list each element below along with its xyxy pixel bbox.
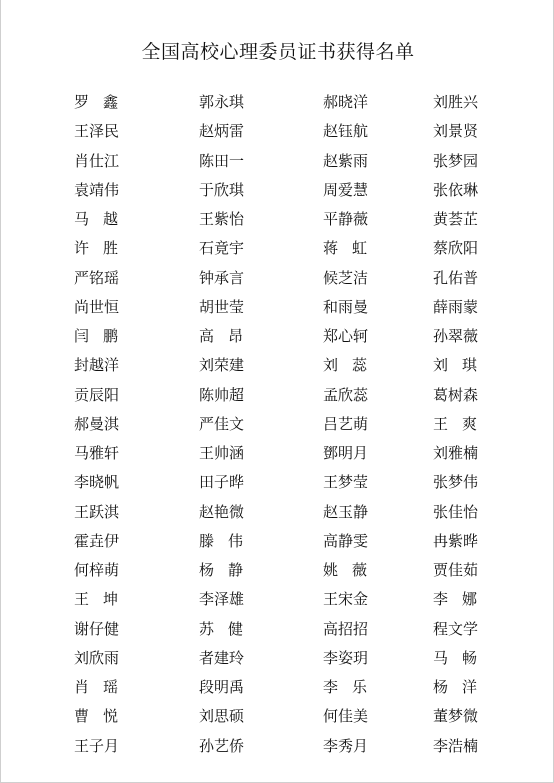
name-entry: 张梦园 <box>433 152 479 170</box>
name-entry: 高招招 <box>323 620 369 638</box>
name-entry: 霍垚伊 <box>74 532 120 550</box>
name-entry: 滕伟 <box>199 532 258 550</box>
name-entry: 赵玉静 <box>323 503 369 521</box>
name-entry: 段明禹 <box>199 678 245 696</box>
name-entry: 石竟宇 <box>199 239 245 257</box>
name-entry: 郑心轲 <box>323 327 369 345</box>
name-entry: 刘蕊 <box>323 356 382 374</box>
name-entry: 王紫怡 <box>199 210 245 228</box>
name-entry: 张依琳 <box>433 181 479 199</box>
name-entry: 葛树森 <box>433 386 479 404</box>
name-entry: 孙艺侨 <box>199 737 245 755</box>
name-entry: 高静雯 <box>323 532 369 550</box>
name-entry: 李浩楠 <box>433 737 479 755</box>
name-entry: 刘欣雨 <box>74 649 120 667</box>
name-entry: 许胜 <box>74 239 133 257</box>
name-entry: 贡辰阳 <box>74 386 120 404</box>
name-entry: 李娜 <box>433 590 492 608</box>
name-entry: 郝晓洋 <box>323 93 369 111</box>
name-entry: 尚世恒 <box>74 298 120 316</box>
name-entry: 赵炳雷 <box>199 122 245 140</box>
name-entry: 王子月 <box>74 737 120 755</box>
name-entry: 姚薇 <box>323 561 382 579</box>
name-entry: 鄧明月 <box>323 444 369 462</box>
name-entry: 闫鹏 <box>74 327 133 345</box>
name-entry: 周爱慧 <box>323 181 369 199</box>
name-entry: 刘雅楠 <box>433 444 479 462</box>
name-entry: 王爽 <box>433 415 492 433</box>
name-entry: 马畅 <box>433 649 492 667</box>
name-entry: 张梦伟 <box>433 473 479 491</box>
name-entry: 肖仕江 <box>74 152 120 170</box>
name-entry: 刘荣建 <box>199 356 245 374</box>
name-entry: 高昂 <box>199 327 258 345</box>
name-entry: 李姿玥 <box>323 649 369 667</box>
name-entry: 何佳美 <box>323 707 369 725</box>
name-entry: 封越洋 <box>74 356 120 374</box>
name-entry: 王坤 <box>74 590 133 608</box>
name-entry: 肖瑶 <box>74 678 133 696</box>
name-entry: 王泽民 <box>74 122 120 140</box>
name-entry: 马越 <box>74 210 133 228</box>
name-entry: 候芝洁 <box>323 269 369 287</box>
name-entry: 薛雨蒙 <box>433 298 479 316</box>
name-entry: 董梦微 <box>433 707 479 725</box>
name-entry: 何梓萌 <box>74 561 120 579</box>
name-entry: 刘景贤 <box>433 122 479 140</box>
name-entry: 和雨曼 <box>323 298 369 316</box>
name-entry: 王梦莹 <box>323 473 369 491</box>
name-entry: 李秀月 <box>323 737 369 755</box>
name-entry: 钟承言 <box>199 269 245 287</box>
name-entry: 贾佳茹 <box>433 561 479 579</box>
name-entry: 王跃淇 <box>74 503 120 521</box>
name-entry: 程文学 <box>433 620 479 638</box>
name-entry: 李泽雄 <box>199 590 245 608</box>
name-entry: 赵艳微 <box>199 503 245 521</box>
name-entry: 刘琪 <box>433 356 492 374</box>
name-entry: 李晓帆 <box>74 473 120 491</box>
name-entry: 蒋虹 <box>323 239 382 257</box>
name-entry: 谢仔健 <box>74 620 120 638</box>
name-entry: 王宋金 <box>323 590 369 608</box>
name-entry: 杨静 <box>199 561 258 579</box>
name-entry: 李乐 <box>323 678 382 696</box>
name-entry: 赵紫雨 <box>323 152 369 170</box>
name-entry: 胡世莹 <box>199 298 245 316</box>
name-list <box>1 92 554 764</box>
name-entry: 王帅涵 <box>199 444 245 462</box>
name-entry: 于欣琪 <box>199 181 245 199</box>
name-entry: 吕艺萌 <box>323 415 369 433</box>
name-entry: 严佳文 <box>199 415 245 433</box>
name-entry: 郝曼淇 <box>74 415 120 433</box>
name-entry: 罗鑫 <box>74 93 133 111</box>
document-title: 全国高校心理委员证书获得名单 <box>141 41 415 63</box>
name-entry: 孟欣蕊 <box>323 386 369 404</box>
name-entry: 郭永琪 <box>199 93 245 111</box>
name-entry: 田子晔 <box>199 473 245 491</box>
name-entry: 苏健 <box>199 620 258 638</box>
name-entry: 赵钰航 <box>323 122 369 140</box>
name-entry: 冉紫晔 <box>433 532 479 550</box>
name-entry: 孔佑普 <box>433 269 479 287</box>
name-entry: 刘胜兴 <box>433 93 479 111</box>
name-entry: 平静薇 <box>323 210 369 228</box>
name-entry: 张佳怡 <box>433 503 479 521</box>
name-entry: 蔡欣阳 <box>433 239 479 257</box>
name-entry: 曹悦 <box>74 707 133 725</box>
name-entry: 孙翠薇 <box>433 327 479 345</box>
name-entry: 陈田一 <box>199 152 245 170</box>
name-entry: 严铭瑶 <box>74 269 120 287</box>
name-entry: 袁靖伟 <box>74 181 120 199</box>
name-entry: 者建玲 <box>199 649 245 667</box>
name-entry: 陈帅超 <box>199 386 245 404</box>
name-entry: 杨洋 <box>433 678 492 696</box>
name-entry: 黄荟芷 <box>433 210 479 228</box>
name-entry: 马雅轩 <box>74 444 120 462</box>
name-entry: 刘思硕 <box>199 707 245 725</box>
